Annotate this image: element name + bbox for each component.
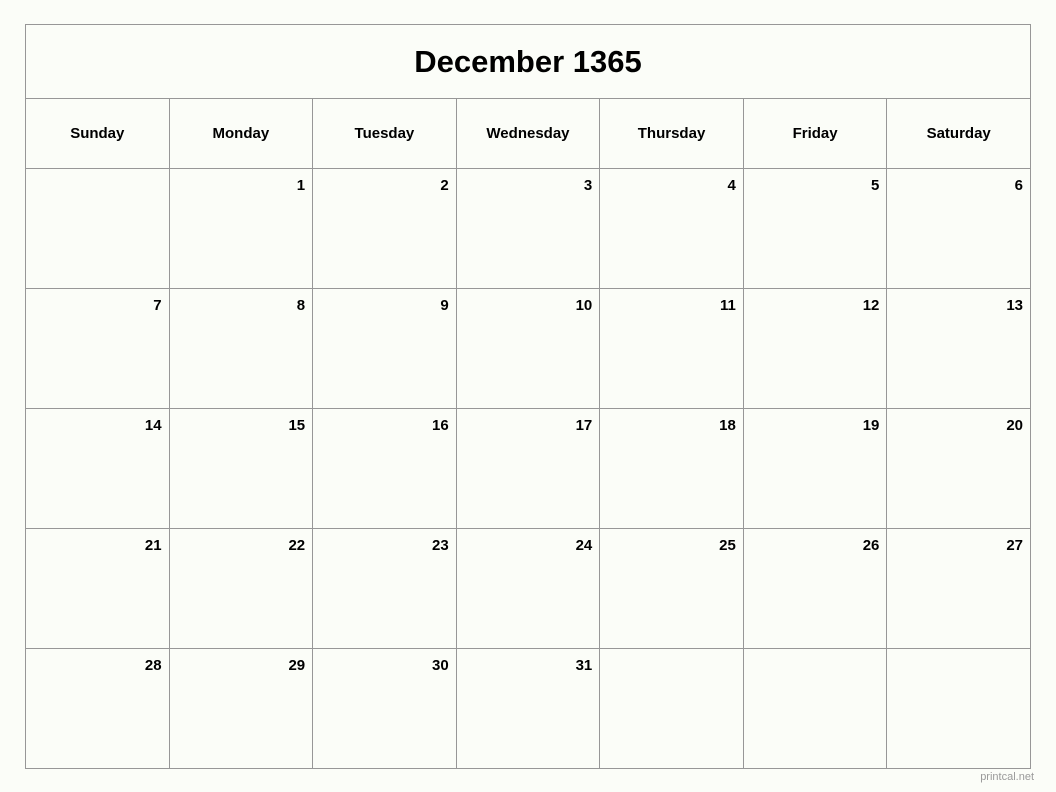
- day-cell-12: [743, 289, 887, 409]
- week-row-4: [26, 529, 1031, 649]
- week-row-1: [26, 169, 1031, 289]
- day-cell-4: [600, 169, 744, 289]
- day-cell-5: [743, 169, 887, 289]
- day-number: 15: [288, 417, 306, 434]
- day-cell-23: [313, 529, 457, 649]
- day-number: 13: [1006, 297, 1023, 314]
- day-number: 19: [862, 417, 880, 434]
- day-cell-8: [169, 289, 313, 409]
- day-number: 6: [1014, 177, 1023, 194]
- day-number: 31: [575, 657, 593, 674]
- day-cell-11: [600, 289, 744, 409]
- day-cell-empty: [600, 649, 744, 769]
- weekday-header-tuesday: Tuesday: [313, 99, 457, 169]
- day-number: 23: [432, 537, 449, 554]
- day-cell-empty: [887, 649, 1031, 769]
- day-cell-6: [887, 169, 1031, 289]
- day-cell-20: [887, 409, 1031, 529]
- day-cell-27: [887, 529, 1031, 649]
- day-cell-19: [743, 409, 887, 529]
- calendar-head: [26, 25, 1031, 169]
- day-number: [887, 649, 1030, 658]
- day-number: 8: [296, 297, 306, 314]
- day-number: 25: [719, 537, 736, 554]
- calendar-title: December 1365: [26, 25, 1031, 99]
- day-number: [26, 169, 169, 178]
- day-number: 30: [432, 657, 449, 674]
- day-number: 4: [727, 177, 736, 194]
- day-number: 28: [144, 657, 162, 674]
- day-cell-18: [600, 409, 744, 529]
- week-row-2: [26, 289, 1031, 409]
- day-cell-17: [456, 409, 600, 529]
- day-cell-3: [456, 169, 600, 289]
- day-number: [744, 649, 887, 658]
- day-cell-14: [26, 409, 170, 529]
- day-cell-28: [26, 649, 170, 769]
- day-number: 9: [440, 297, 449, 314]
- day-number: 22: [288, 537, 306, 554]
- weekday-header-friday: Friday: [743, 99, 887, 169]
- day-number: 17: [575, 417, 593, 434]
- day-number: 24: [575, 537, 593, 554]
- day-cell-26: [743, 529, 887, 649]
- day-cell-24: [456, 529, 600, 649]
- day-cell-29: [169, 649, 313, 769]
- day-cell-13: [887, 289, 1031, 409]
- week-row-3: [26, 409, 1031, 529]
- weekday-header-sunday: Sunday: [26, 99, 170, 169]
- day-number: 12: [862, 297, 880, 314]
- day-number: 5: [871, 177, 880, 194]
- day-number: 10: [575, 297, 593, 314]
- calendar-table: [25, 24, 1031, 769]
- day-number: 14: [144, 417, 162, 434]
- day-cell-25: [600, 529, 744, 649]
- day-number: [600, 649, 743, 658]
- day-number: 21: [144, 537, 162, 554]
- day-number: 20: [1006, 417, 1023, 434]
- day-number: 1: [296, 177, 306, 194]
- day-cell-22: [169, 529, 313, 649]
- day-cell-10: [456, 289, 600, 409]
- weekday-header-thursday: Thursday: [600, 99, 744, 169]
- day-cell-31: [456, 649, 600, 769]
- day-number: 26: [862, 537, 880, 554]
- day-number: 16: [432, 417, 449, 434]
- title-row: [26, 25, 1031, 99]
- day-cell-15: [169, 409, 313, 529]
- weekday-header-saturday: Saturday: [887, 99, 1031, 169]
- day-cell-9: [313, 289, 457, 409]
- day-cell-empty: [26, 169, 170, 289]
- day-cell-empty: [743, 649, 887, 769]
- day-cell-1: [169, 169, 313, 289]
- weekday-header-wednesday: Wednesday: [456, 99, 600, 169]
- day-number: 11: [719, 297, 736, 314]
- weekday-header-monday: Monday: [169, 99, 313, 169]
- watermark-text: printcal.net: [980, 771, 1034, 783]
- day-number: 7: [153, 297, 162, 314]
- day-cell-7: [26, 289, 170, 409]
- day-number: 27: [1006, 537, 1023, 554]
- calendar: [25, 24, 1031, 769]
- day-number: 3: [583, 177, 593, 194]
- calendar-body: [26, 169, 1031, 769]
- day-number: 2: [440, 177, 449, 194]
- day-cell-2: [313, 169, 457, 289]
- week-row-5: [26, 649, 1031, 769]
- day-number: 18: [719, 417, 736, 434]
- day-cell-21: [26, 529, 170, 649]
- day-cell-16: [313, 409, 457, 529]
- day-cell-30: [313, 649, 457, 769]
- day-number: 29: [288, 657, 306, 674]
- weekday-header-row: [26, 99, 1031, 169]
